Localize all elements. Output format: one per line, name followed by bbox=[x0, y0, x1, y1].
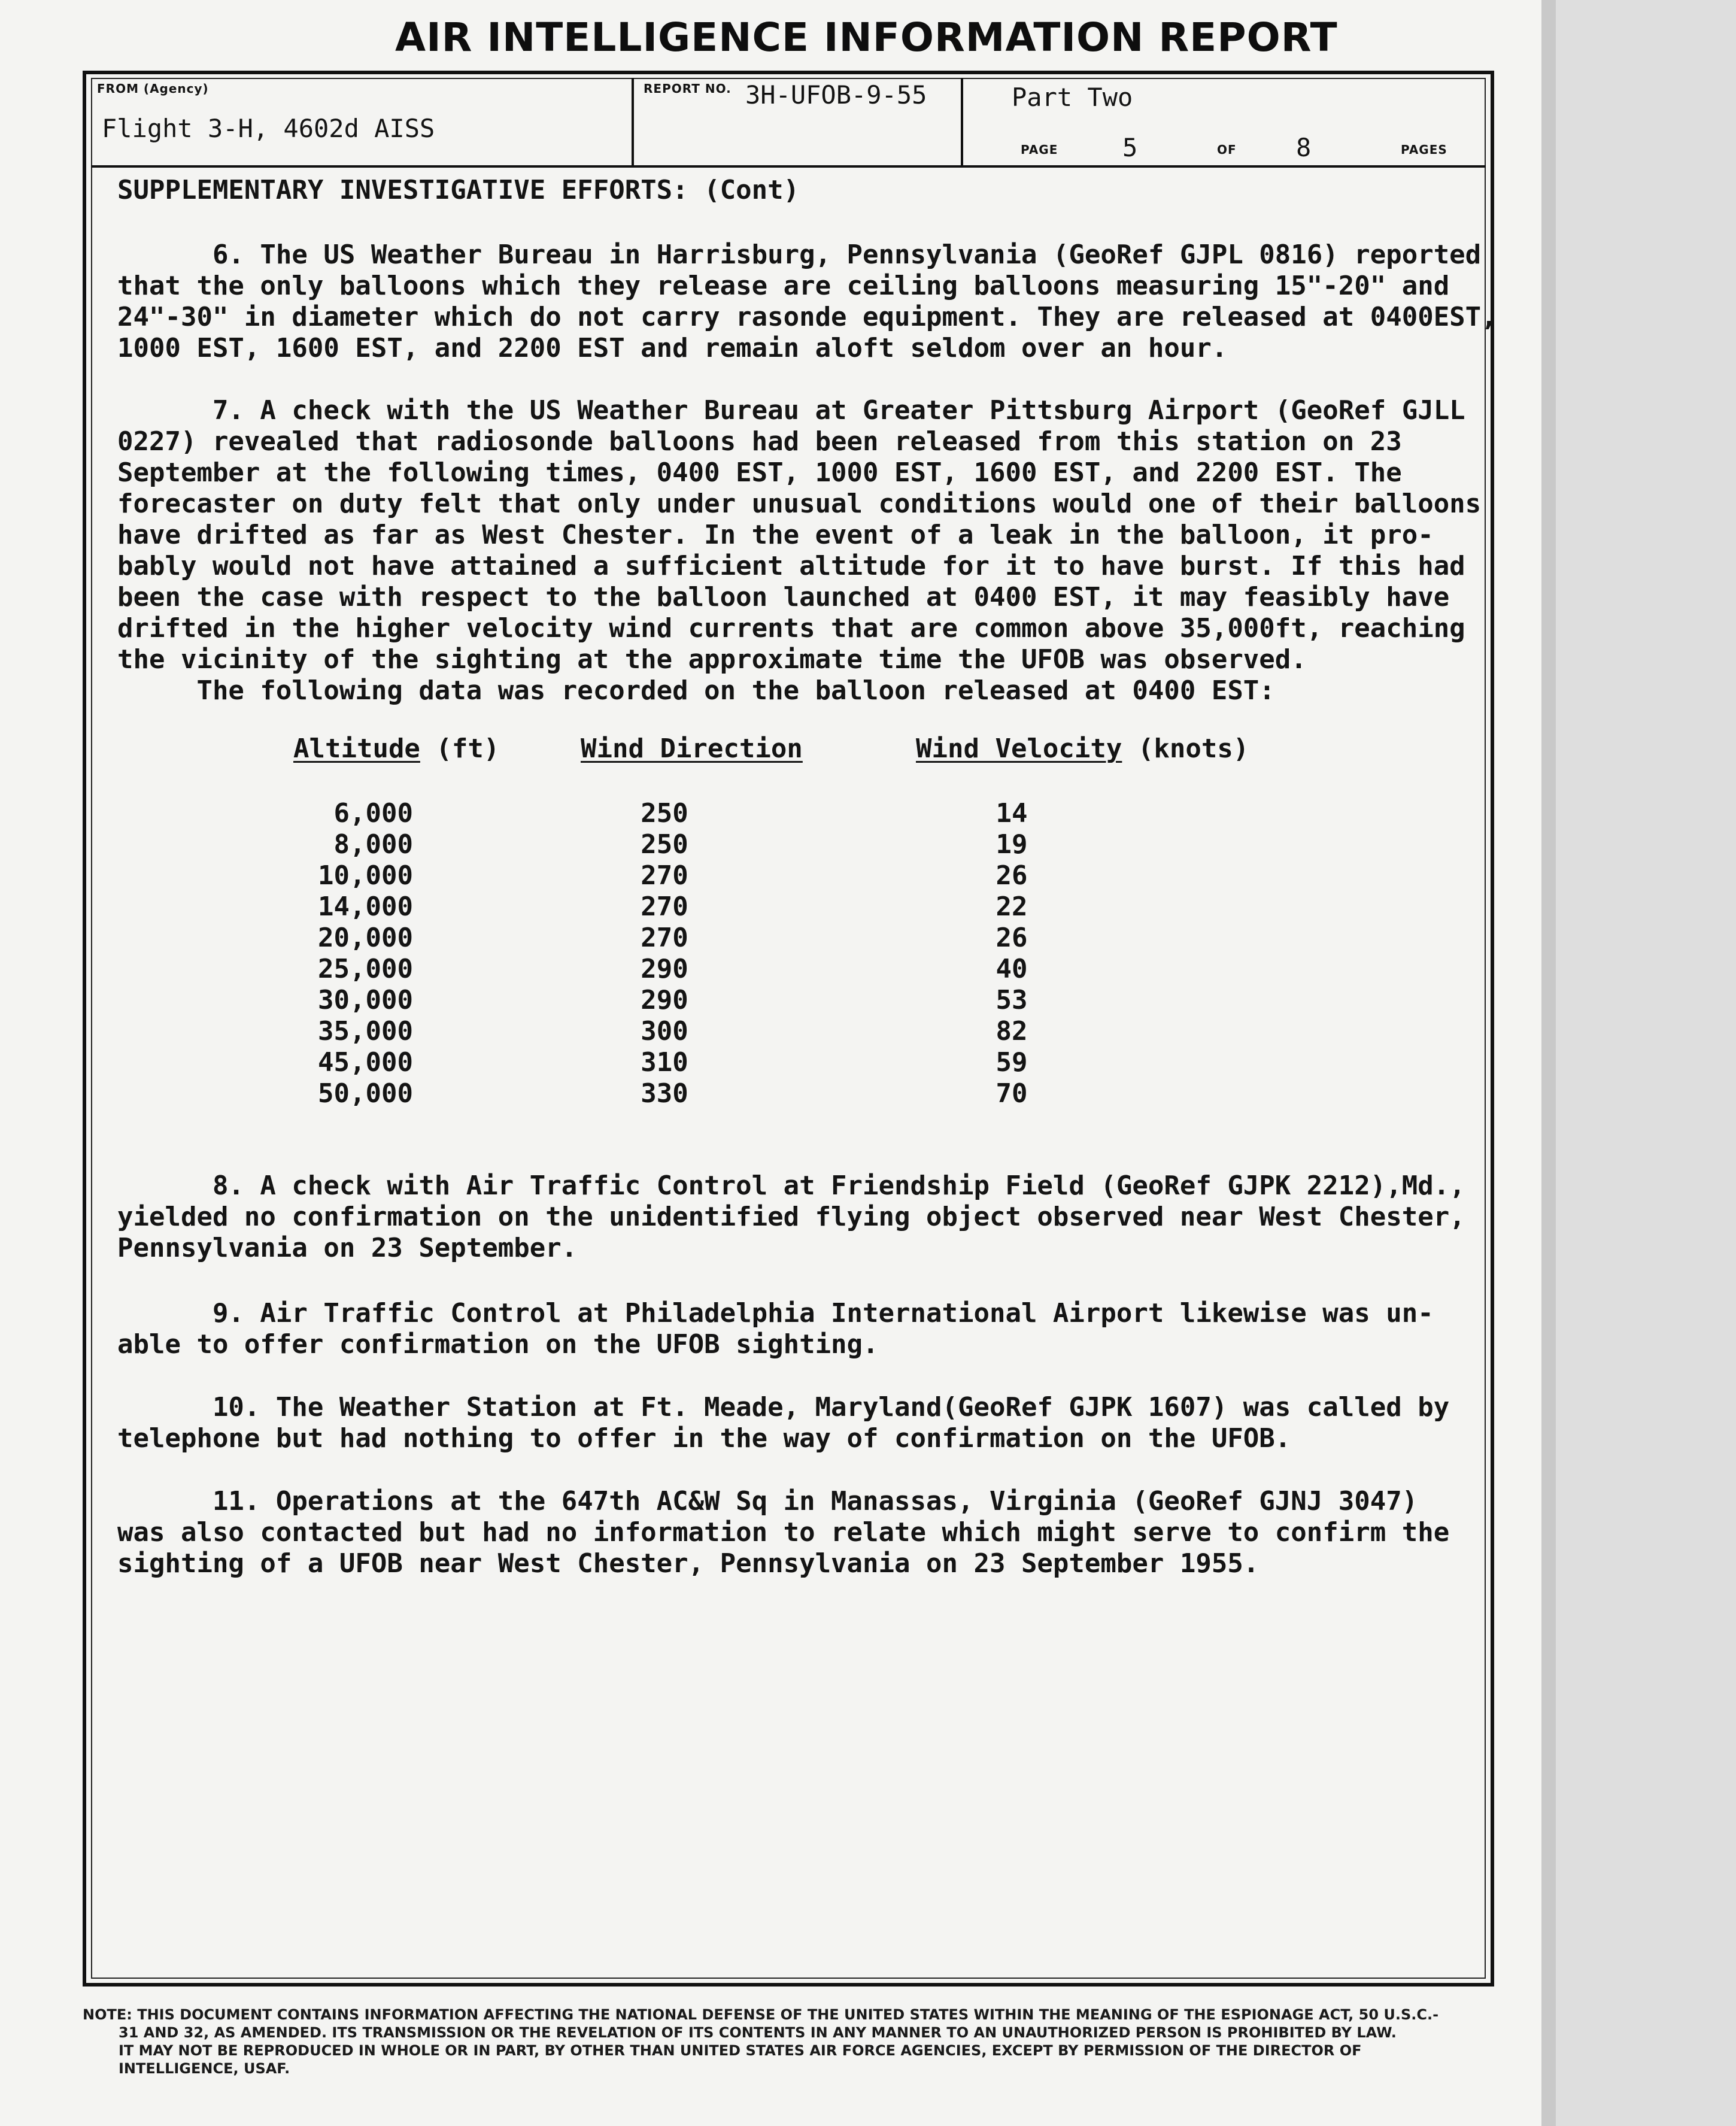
page-number: 5 bbox=[1122, 133, 1138, 162]
paragraph-line: The following data was recorded on the balloon released at 0400 EST: bbox=[117, 675, 1275, 706]
paragraph-line: 7. A check with the US Weather Bureau at Greater Pittsburg Airport (GeoRef GJLL bbox=[117, 395, 1465, 426]
pages-label: PAGES bbox=[1401, 142, 1447, 157]
paragraph-line: September at the following times, 0400 EST, 1000 EST, 1600 EST, and 2200 EST. The bbox=[117, 457, 1402, 488]
altitude-header bbox=[293, 733, 499, 764]
paragraph-line: yielded no confirmation on the unidentified flying object observed near West Chester, bbox=[117, 1202, 1465, 1232]
paragraph-line: 24"-30" in diameter which do not carry rasonde equipment. They are released at 0400EST, bbox=[117, 302, 1497, 332]
velocity-cell: 40 bbox=[996, 954, 1028, 984]
paragraph-line: 0227) revealed that radiosonde balloons had been released from this station on 23 bbox=[117, 426, 1402, 457]
table-row bbox=[0, 829, 1736, 860]
direction-cell: 290 bbox=[641, 954, 688, 984]
altitude-cell: 20,000 bbox=[318, 923, 413, 953]
direction-cell: 270 bbox=[641, 923, 688, 953]
paragraph-line: have drifted as far as West Chester. In the event of a leak in the balloon, it pro- bbox=[117, 520, 1434, 550]
direction-cell: 250 bbox=[641, 798, 688, 829]
table-row bbox=[0, 891, 1736, 923]
total-pages: 8 bbox=[1296, 133, 1312, 162]
part-label: Part Two bbox=[1012, 83, 1133, 112]
velocity-cell: 26 bbox=[996, 923, 1028, 953]
paragraph-line: been the case with respect to the balloon launched at 0400 EST, it may feasibly have bbox=[117, 582, 1450, 612]
paragraph-line: forecaster on duty felt that only under unusual conditions would one of their balloons bbox=[117, 489, 1482, 519]
velocity-cell: 14 bbox=[996, 798, 1028, 829]
from-value: Flight 3-H, 4602d AISS bbox=[102, 114, 435, 143]
paragraph-line: 8. A check with Air Traffic Control at Friendship Field (GeoRef GJPK 2212),Md., bbox=[117, 1170, 1465, 1201]
paragraph-8 bbox=[117, 1170, 1494, 1264]
header-divider bbox=[632, 78, 634, 168]
direction-cell: 330 bbox=[641, 1078, 688, 1109]
paragraph-line: sighting of a UFOB near West Chester, Pennsylvania on 23 September 1955. bbox=[117, 1548, 1259, 1579]
paragraph-line: 10. The Weather Station at Ft. Meade, Maryland(GeoRef GJPK 1607) was called by bbox=[117, 1392, 1450, 1423]
page-label: PAGE bbox=[1021, 142, 1058, 157]
paragraph-9 bbox=[117, 1298, 1494, 1360]
velocity-header bbox=[916, 733, 1249, 764]
table-row bbox=[0, 985, 1736, 1016]
altitude-cell: 25,000 bbox=[318, 954, 413, 984]
from-label: FROM (Agency) bbox=[97, 81, 209, 96]
of-label: OF bbox=[1217, 142, 1237, 157]
velocity-cell: 19 bbox=[996, 829, 1028, 860]
velocity-cell: 22 bbox=[996, 891, 1028, 922]
notice-line: INTELLIGENCE, USAF. bbox=[119, 2060, 290, 2077]
direction-cell: 290 bbox=[641, 985, 688, 1015]
paragraph-line: bably would not have attained a sufficient altitude for it to have burst. If this had bbox=[117, 551, 1465, 581]
velocity-cell: 82 bbox=[996, 1016, 1028, 1047]
direction-header bbox=[581, 733, 803, 764]
paragraph-10 bbox=[117, 1392, 1494, 1454]
section-heading bbox=[117, 175, 1494, 206]
velocity-cell: 59 bbox=[996, 1047, 1028, 1078]
table-row bbox=[0, 954, 1736, 985]
report-no-label: REPORT NO. bbox=[644, 81, 732, 96]
direction-cell: 270 bbox=[641, 891, 688, 922]
paragraph-line: 1000 EST, 1600 EST, and 2200 EST and remain aloft seldom over an hour. bbox=[117, 333, 1228, 363]
paragraph-line: 11. Operations at the 647th AC&W Sq in Manassas, Virginia (GeoRef GJNJ 3047) bbox=[117, 1486, 1418, 1517]
paragraph-line: drifted in the higher velocity wind currents that are common above 35,000ft, reaching bbox=[117, 613, 1465, 644]
altitude-header-unit: (ft) bbox=[436, 733, 500, 764]
paragraph-line: telephone but had nothing to offer in the way of confirmation on the UFOB. bbox=[117, 1423, 1291, 1454]
table-row bbox=[0, 860, 1736, 891]
paragraph-line: Pennsylvania on 23 September. bbox=[117, 1233, 578, 1263]
velocity-header-unit: (knots) bbox=[1137, 733, 1249, 764]
notice-line: IT MAY NOT BE REPRODUCED IN WHOLE OR IN PART, BY OTHER THAN UNITED STATES AIR FORCE AGENCIES, EXCEPT BY PERMISSION OF THE DIRECTOR OF bbox=[119, 2042, 1362, 2059]
direction-header-label: Wind Direction bbox=[581, 733, 803, 764]
table-row bbox=[0, 798, 1736, 829]
notice-line: 31 AND 32, AS AMENDED. ITS TRANSMISSION OR THE REVELATION OF ITS CONTENTS IN ANY MANNER TO AN UNAUTHORIZED PERSON IS PROHIBITED BY LAW. bbox=[119, 2024, 1397, 2041]
report-no-value: 3H-UFOB-9-55 bbox=[745, 80, 927, 110]
altitude-cell: 45,000 bbox=[318, 1047, 413, 1078]
paragraph-7 bbox=[117, 395, 1494, 706]
altitude-cell: 10,000 bbox=[318, 860, 413, 891]
velocity-header-label: Wind Velocity bbox=[916, 733, 1122, 764]
table-row bbox=[0, 1078, 1736, 1109]
paragraph-line: the vicinity of the sighting at the approximate time the UFOB was observed. bbox=[117, 644, 1307, 675]
altitude-cell: 6,000 bbox=[333, 798, 413, 829]
altitude-header-label: Altitude bbox=[293, 733, 420, 764]
security-notice bbox=[83, 2006, 1531, 2078]
altitude-cell: 30,000 bbox=[318, 985, 413, 1015]
direction-cell: 250 bbox=[641, 829, 688, 860]
paragraph-line: 9. Air Traffic Control at Philadelphia International Airport likewise was un- bbox=[117, 1298, 1434, 1329]
notice-line: NOTE: THIS DOCUMENT CONTAINS INFORMATION AFFECTING THE NATIONAL DEFENSE OF THE UNITED STATES WITHIN THE MEANING OF THE ESPIONAGE ACT, 50 U.S.C.- bbox=[83, 2006, 1439, 2023]
section-heading-text: SUPPLEMENTARY INVESTIGATIVE EFFORTS: (Cont) bbox=[117, 175, 800, 205]
altitude-cell: 35,000 bbox=[318, 1016, 413, 1047]
paragraph-6 bbox=[117, 239, 1497, 364]
altitude-cell: 14,000 bbox=[318, 891, 413, 922]
velocity-cell: 26 bbox=[996, 860, 1028, 891]
paragraph-11 bbox=[117, 1486, 1494, 1579]
report-title: AIR INTELLIGENCE INFORMATION REPORT bbox=[395, 14, 1338, 60]
paragraph-line: able to offer confirmation on the UFOB sighting. bbox=[117, 1329, 879, 1360]
velocity-cell: 70 bbox=[996, 1078, 1028, 1109]
paragraph-line: 6. The US Weather Bureau in Harrisburg, Pennsylvania (GeoRef GJPL 0816) reported bbox=[117, 239, 1482, 270]
direction-cell: 300 bbox=[641, 1016, 688, 1047]
altitude-cell: 8,000 bbox=[333, 829, 413, 860]
direction-cell: 310 bbox=[641, 1047, 688, 1078]
table-row bbox=[0, 1047, 1736, 1078]
altitude-cell: 50,000 bbox=[318, 1078, 413, 1109]
direction-cell: 270 bbox=[641, 860, 688, 891]
table-row bbox=[0, 1016, 1736, 1047]
header-divider bbox=[961, 78, 963, 168]
paragraph-line: that the only balloons which they release are ceiling balloons measuring 15"-20" and bbox=[117, 271, 1450, 301]
velocity-cell: 53 bbox=[996, 985, 1028, 1015]
paragraph-line: was also contacted but had no information to relate which might serve to confirm the bbox=[117, 1517, 1450, 1548]
table-row bbox=[0, 923, 1736, 954]
